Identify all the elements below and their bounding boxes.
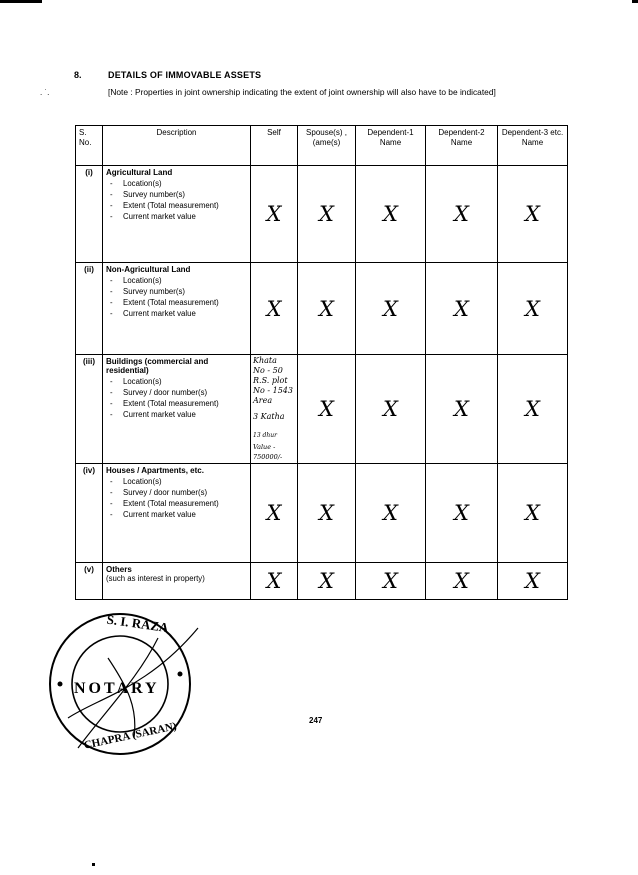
page-number: 247 [309,716,323,725]
row-description [103,263,251,355]
self-cell [251,166,298,263]
row-sno: (v) [76,563,103,600]
list-item: - Survey / door number(s) [106,487,247,498]
dependent-2-cell [426,263,498,355]
spouse-cell [298,464,356,563]
cross-mark: X [454,296,469,321]
cross-mark: X [454,202,469,226]
dependent-2-cell [426,563,498,600]
row-description [103,464,251,563]
dependent-2-cell [426,464,498,563]
handwritten-line: 13 dhur [253,432,277,439]
handwritten-line: Area [253,396,273,405]
list-item: - Extent (Total measurement) [106,498,247,509]
cross-mark: X [525,569,540,593]
cross-mark: X [319,202,334,226]
cross-mark: X [319,397,334,421]
header-dependent-1: Dependent-1 Name [356,126,426,166]
dependent-2-cell [426,355,498,464]
row-sno: (iii) [76,355,103,464]
self-handwritten-cell [251,355,298,464]
stamp-place-text: CHAPRA (SARAN) [82,720,178,752]
handwritten-line: R.S. plot [253,376,288,385]
cross-mark: X [266,501,282,525]
row-subtitle: (such as interest in property) [106,574,205,583]
dependent-1-cell [356,355,426,464]
row-sno: (i) [76,166,103,263]
row-sno: (iv) [76,464,103,563]
cross-mark: X [454,397,469,421]
section-title: DETAILS OF IMMOVABLE ASSETS [108,70,262,80]
self-cell [251,464,298,563]
cross-mark: X [319,569,334,593]
list-item: - Location(s) [106,376,247,387]
cross-mark: X [266,202,282,226]
row-description [103,166,251,263]
row-sno: (ii) [76,263,103,355]
header-spouse: Spouse(s) , (ame(s) [298,126,356,166]
cross-mark: X [383,296,398,321]
section-number: 8. [74,70,82,80]
row-title: Others [106,565,132,574]
top-left-scan-mark [0,0,42,3]
header-dependent-3: Dependent-3 etc. Name [498,126,568,166]
stamp-name-text: S. I. RAZA [105,611,170,636]
cross-mark: X [266,569,282,593]
table-row [76,464,568,563]
list-item: - Current market value [106,409,247,420]
list-item: - Survey / door number(s) [106,387,247,398]
list-item: - Location(s) [106,476,247,487]
list-item: - Location(s) [106,178,247,189]
handwritten-line: 750000/- [253,453,283,461]
cross-mark: X [383,397,398,421]
top-right-scan-mark [632,0,638,3]
cross-mark: X [383,202,398,226]
table-row [76,355,568,464]
header-sno: S. No. [76,126,103,166]
spouse-cell [298,166,356,263]
header-dependent-2: Dependent-2 Name [426,126,498,166]
list-item: - Survey number(s) [106,189,247,200]
dependent-3-cell [498,263,568,355]
cross-mark: X [383,501,398,525]
self-cell [251,263,298,355]
cross-mark: X [525,397,540,421]
row-description [103,355,251,464]
spouse-cell [298,355,356,464]
handwritten-line: No - 50 [253,366,283,375]
cross-mark: X [454,501,469,525]
list-item: - Location(s) [106,275,247,286]
list-item: - Survey number(s) [106,286,247,297]
dependent-2-cell [426,166,498,263]
list-item: - Current market value [106,509,247,520]
list-item: - Current market value [106,211,247,222]
handwritten-line: Khata [253,356,277,365]
spouse-cell [298,563,356,600]
cross-mark: X [383,569,398,593]
section-note: [Note : Properties in joint ownership indicating the extent of joint ownership will also have to be indicated] [108,87,496,97]
handwritten-line: 3 Katha [253,412,285,421]
dependent-1-cell [356,166,426,263]
cross-mark: X [525,202,540,226]
row-title: Buildings (commercial and residential) [106,357,209,375]
list-item: - Extent (Total measurement) [106,398,247,409]
handwritten-line: Value - [253,443,276,451]
cross-mark: X [454,569,469,593]
row-title: Agricultural Land [106,168,173,177]
cross-mark: X [525,501,540,525]
list-item: - Current market value [106,308,247,319]
cross-mark: X [266,296,282,321]
table-row [76,563,568,600]
spouse-cell [298,263,356,355]
dependent-1-cell [356,263,426,355]
header-description: Description [103,126,251,166]
row-description [103,563,251,600]
dependent-3-cell [498,166,568,263]
row-title: Houses / Apartments, etc. [106,466,204,475]
list-item: - Extent (Total measurement) [106,200,247,211]
dependent-1-cell [356,464,426,563]
table-row [76,263,568,355]
dependent-3-cell [498,563,568,600]
cross-mark: X [319,501,334,525]
notary-seal-stamp [38,598,218,768]
self-cell [251,563,298,600]
dependent-3-cell [498,355,568,464]
immovable-assets-table [75,125,568,600]
stamp-middle-text: NOTARY [74,680,160,697]
dependent-3-cell [498,464,568,563]
list-item: - Extent (Total measurement) [106,297,247,308]
scan-speck [92,863,95,866]
margin-dots: . ˙. [40,88,50,97]
cross-mark: X [319,296,334,321]
cross-mark: X [525,296,540,321]
dependent-1-cell [356,563,426,600]
header-self: Self [251,126,298,166]
row-title: Non-Agricultural Land [106,265,191,274]
table-row [76,166,568,263]
table-header-row [76,126,568,166]
handwritten-line: No - 1543 [253,386,293,395]
